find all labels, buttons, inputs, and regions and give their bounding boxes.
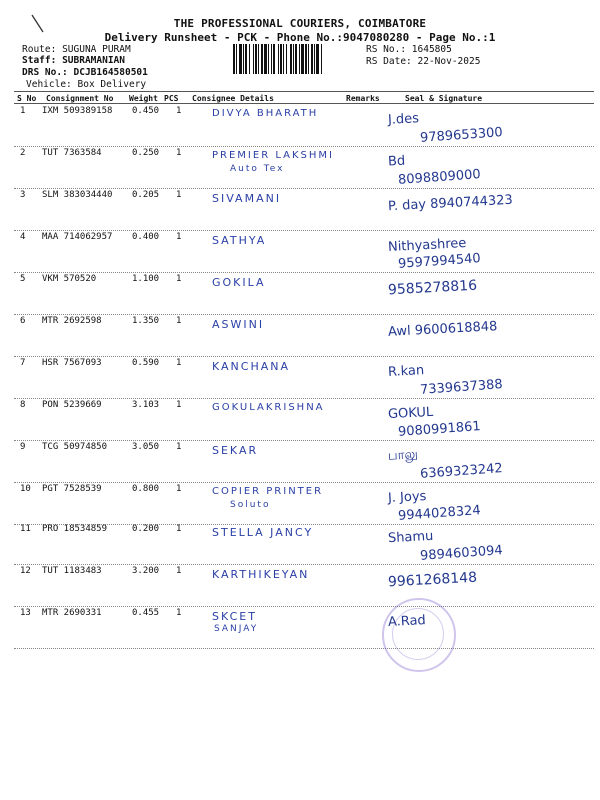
- row-signature: Bd: [387, 153, 406, 170]
- row-sno: 5: [20, 274, 26, 284]
- row-pcs: 1: [176, 400, 182, 410]
- barcode-bar: [268, 44, 269, 74]
- barcode-bar: [261, 44, 263, 74]
- barcode-bar: [286, 44, 287, 74]
- row-pcs: 1: [176, 608, 182, 618]
- row-weight: 3.103: [132, 400, 160, 410]
- row-signature: A.Rad: [387, 613, 427, 630]
- row-signature: P. day 8940744323: [387, 192, 514, 215]
- row-consignee-name: PREMIER LAKSHMI: [212, 150, 334, 161]
- row-signature: Shamu: [387, 528, 434, 547]
- barcode-bar: [314, 44, 315, 74]
- route-line: Route: SUGUNA PURAM: [22, 44, 131, 55]
- barcode-icon: [233, 44, 363, 74]
- barcode-bar: [290, 44, 292, 74]
- drs-line: DRS No.: DCJB164580501: [22, 67, 148, 78]
- col-consignment: Consignment No: [46, 94, 114, 103]
- row-separator: [14, 230, 594, 231]
- row-consignee-name: SIVAMANI: [212, 192, 282, 205]
- row-signature: J. Joys: [387, 489, 427, 506]
- row-consignee-name: ASWINI: [212, 318, 265, 331]
- row-weight: 0.400: [132, 232, 160, 242]
- col-pcs: PCS: [164, 94, 179, 103]
- row-weight: 3.050: [132, 442, 160, 452]
- drs-value: DCJB164580501: [73, 67, 148, 78]
- row-consignee-name: GOKULAKRISHNA: [212, 402, 325, 413]
- row-signature: பாலு: [387, 447, 419, 464]
- barcode-bar: [321, 44, 322, 74]
- row-weight: 0.200: [132, 524, 160, 534]
- barcode-bar: [316, 44, 319, 74]
- row-sno: 7: [20, 358, 26, 368]
- staff-value: SUBRAMANIAN: [62, 55, 125, 66]
- barcode-bar: [305, 44, 307, 74]
- row-consignee-extra: SANJAY: [214, 624, 259, 634]
- row-separator: [14, 606, 594, 607]
- row-phone-handwritten: 7339637388: [419, 377, 504, 398]
- row-signature: J.des: [387, 111, 420, 128]
- barcode-bar: [295, 44, 297, 74]
- row-signature: Nithyashree: [387, 235, 467, 256]
- barcode-bar: [253, 44, 254, 74]
- row-signature: 9585278816: [387, 277, 478, 299]
- row-consignment-no: TUT 1183483: [42, 566, 102, 576]
- barcode-bar: [311, 44, 313, 74]
- barcode-bar: [258, 44, 259, 74]
- row-phone-handwritten: 6369323242: [419, 461, 504, 482]
- row-consignment-no: MTR 2692598: [42, 316, 102, 326]
- row-sno: 1: [20, 106, 26, 116]
- barcode-bar: [243, 44, 244, 74]
- row-consignee-name: KARTHIKEYAN: [212, 568, 310, 581]
- row-phone-handwritten: 8098809000: [397, 167, 482, 188]
- row-separator: [14, 188, 594, 189]
- header-bottom-rule: [14, 103, 594, 104]
- row-separator: [14, 398, 594, 399]
- row-consignee-name: SKCET: [212, 610, 257, 623]
- staff-line: Staff: SUBRAMANIAN: [22, 55, 125, 66]
- row-consignment-no: PRO 18534859: [42, 524, 108, 534]
- row-sno: 8: [20, 400, 26, 410]
- barcode-bar: [283, 44, 284, 74]
- row-pcs: 1: [176, 274, 182, 284]
- row-weight: 0.250: [132, 148, 160, 158]
- rs-info: RS No.: 1645805 RS Date: 22-Nov-2025: [366, 44, 481, 67]
- row-consignee-name: KANCHANA: [212, 360, 291, 373]
- row-consignment-no: PGT 7528539: [42, 484, 102, 494]
- rs-date-value: 22-Nov-2025: [417, 56, 481, 67]
- runsheet-title: Delivery Runsheet - PCK - Phone No.:9047080280 - Page No.:1: [104, 31, 496, 44]
- row-consignee-extra: Auto Tex: [230, 164, 285, 174]
- row-consignee-name: SATHYA: [212, 234, 267, 247]
- barcode-bar: [278, 44, 279, 74]
- row-pcs: 1: [176, 442, 182, 452]
- col-consignee: Consignee Details: [192, 94, 274, 103]
- barcode-bar: [299, 44, 300, 74]
- row-sno: 4: [20, 232, 26, 242]
- row-separator: [14, 272, 594, 273]
- row-separator: [14, 356, 594, 357]
- seal-stamp-inner: [392, 608, 444, 660]
- row-sno: 3: [20, 190, 26, 200]
- row-separator: [14, 440, 594, 441]
- row-pcs: 1: [176, 358, 182, 368]
- row-pcs: 1: [176, 484, 182, 494]
- row-consignment-no: PON 5239669: [42, 400, 102, 410]
- row-pcs: 1: [176, 190, 182, 200]
- row-signature: GOKUL: [387, 404, 434, 423]
- row-phone-handwritten: 9789653300: [419, 125, 504, 146]
- barcode-bar: [308, 44, 309, 74]
- row-pcs: 1: [176, 316, 182, 326]
- row-consignment-no: TCG 50974850: [42, 442, 108, 452]
- barcode-bar: [236, 44, 237, 74]
- row-sno: 11: [20, 524, 31, 534]
- barcode-bar: [264, 44, 267, 74]
- col-weight: Weight: [129, 94, 158, 103]
- barcode-bar: [255, 44, 257, 74]
- row-sno: 2: [20, 148, 26, 158]
- row-weight: 0.800: [132, 484, 160, 494]
- row-pcs: 1: [176, 232, 182, 242]
- barcode-bar: [233, 44, 235, 74]
- rs-no-value: 1645805: [411, 44, 452, 55]
- row-consignment-no: SLM 383034440: [42, 190, 113, 200]
- row-separator: [14, 146, 594, 147]
- row-sno: 12: [20, 566, 31, 576]
- row-consignment-no: TUT 7363584: [42, 148, 102, 158]
- row-pcs: 1: [176, 566, 182, 576]
- row-weight: 0.455: [132, 608, 160, 618]
- col-seal: Seal & Signature: [405, 94, 483, 103]
- header-top-rule: [14, 91, 594, 92]
- row-consignee-name: DIVYA BHARATH: [212, 108, 319, 119]
- row-sno: 10: [20, 484, 31, 494]
- row-consignment-no: MTR 2690331: [42, 608, 102, 618]
- row-consignee-extra: Soluto: [230, 500, 271, 510]
- row-consignee-name: STELLA JANCY: [212, 526, 314, 539]
- row-sno: 9: [20, 442, 26, 452]
- row-weight: 0.590: [132, 358, 160, 368]
- row-weight: 3.200: [132, 566, 160, 576]
- vehicle-value: Box Delivery: [77, 79, 147, 90]
- row-weight: 1.100: [132, 274, 160, 284]
- barcode-bar: [239, 44, 242, 74]
- row-signature: 9961268148: [387, 569, 478, 591]
- row-consignment-no: VKM 570520: [42, 274, 97, 284]
- barcode-bar: [301, 44, 304, 74]
- row-signature: Awl 9600618848: [387, 319, 498, 340]
- col-remarks: Remarks: [346, 94, 380, 103]
- route-value: SUGUNA PURAM: [62, 44, 131, 55]
- row-consignee-name: GOKILA: [212, 276, 266, 289]
- vehicle-line: Vehicle: Box Delivery: [26, 79, 147, 90]
- row-consignment-no: HSR 7567093: [42, 358, 102, 368]
- row-pcs: 1: [176, 524, 182, 534]
- row-sno: 6: [20, 316, 26, 326]
- row-sno: 13: [20, 608, 31, 618]
- row-weight: 0.205: [132, 190, 160, 200]
- row-separator: [14, 648, 594, 649]
- row-signature: R.kan: [387, 363, 425, 380]
- row-weight: 0.450: [132, 106, 160, 116]
- row-phone-handwritten: 9597994540: [397, 251, 482, 272]
- row-pcs: 1: [176, 106, 182, 116]
- row-weight: 1.350: [132, 316, 160, 326]
- row-consignee-name: COPIER PRINTER: [212, 486, 324, 497]
- row-phone-handwritten: 9944028324: [397, 503, 482, 524]
- barcode-bar: [245, 44, 247, 74]
- barcode-bar: [273, 44, 275, 74]
- row-separator: [14, 314, 594, 315]
- row-separator: [14, 482, 594, 483]
- barcode-bar: [249, 44, 250, 74]
- barcode-bar: [271, 44, 272, 74]
- company-name: THE PROFESSIONAL COURIERS, COIMBATORE: [173, 17, 427, 30]
- row-consignment-no: MAA 714062957: [42, 232, 113, 242]
- row-separator: [14, 564, 594, 565]
- barcode-bar: [293, 44, 294, 74]
- row-phone-handwritten: 9894603094: [419, 543, 504, 564]
- col-sno: S No: [17, 94, 37, 103]
- row-consignee-name: SEKAR: [212, 444, 259, 457]
- row-consignment-no: IXM 509389158: [42, 106, 113, 116]
- barcode-bar: [280, 44, 282, 74]
- row-pcs: 1: [176, 148, 182, 158]
- row-phone-handwritten: 9080991861: [397, 419, 482, 440]
